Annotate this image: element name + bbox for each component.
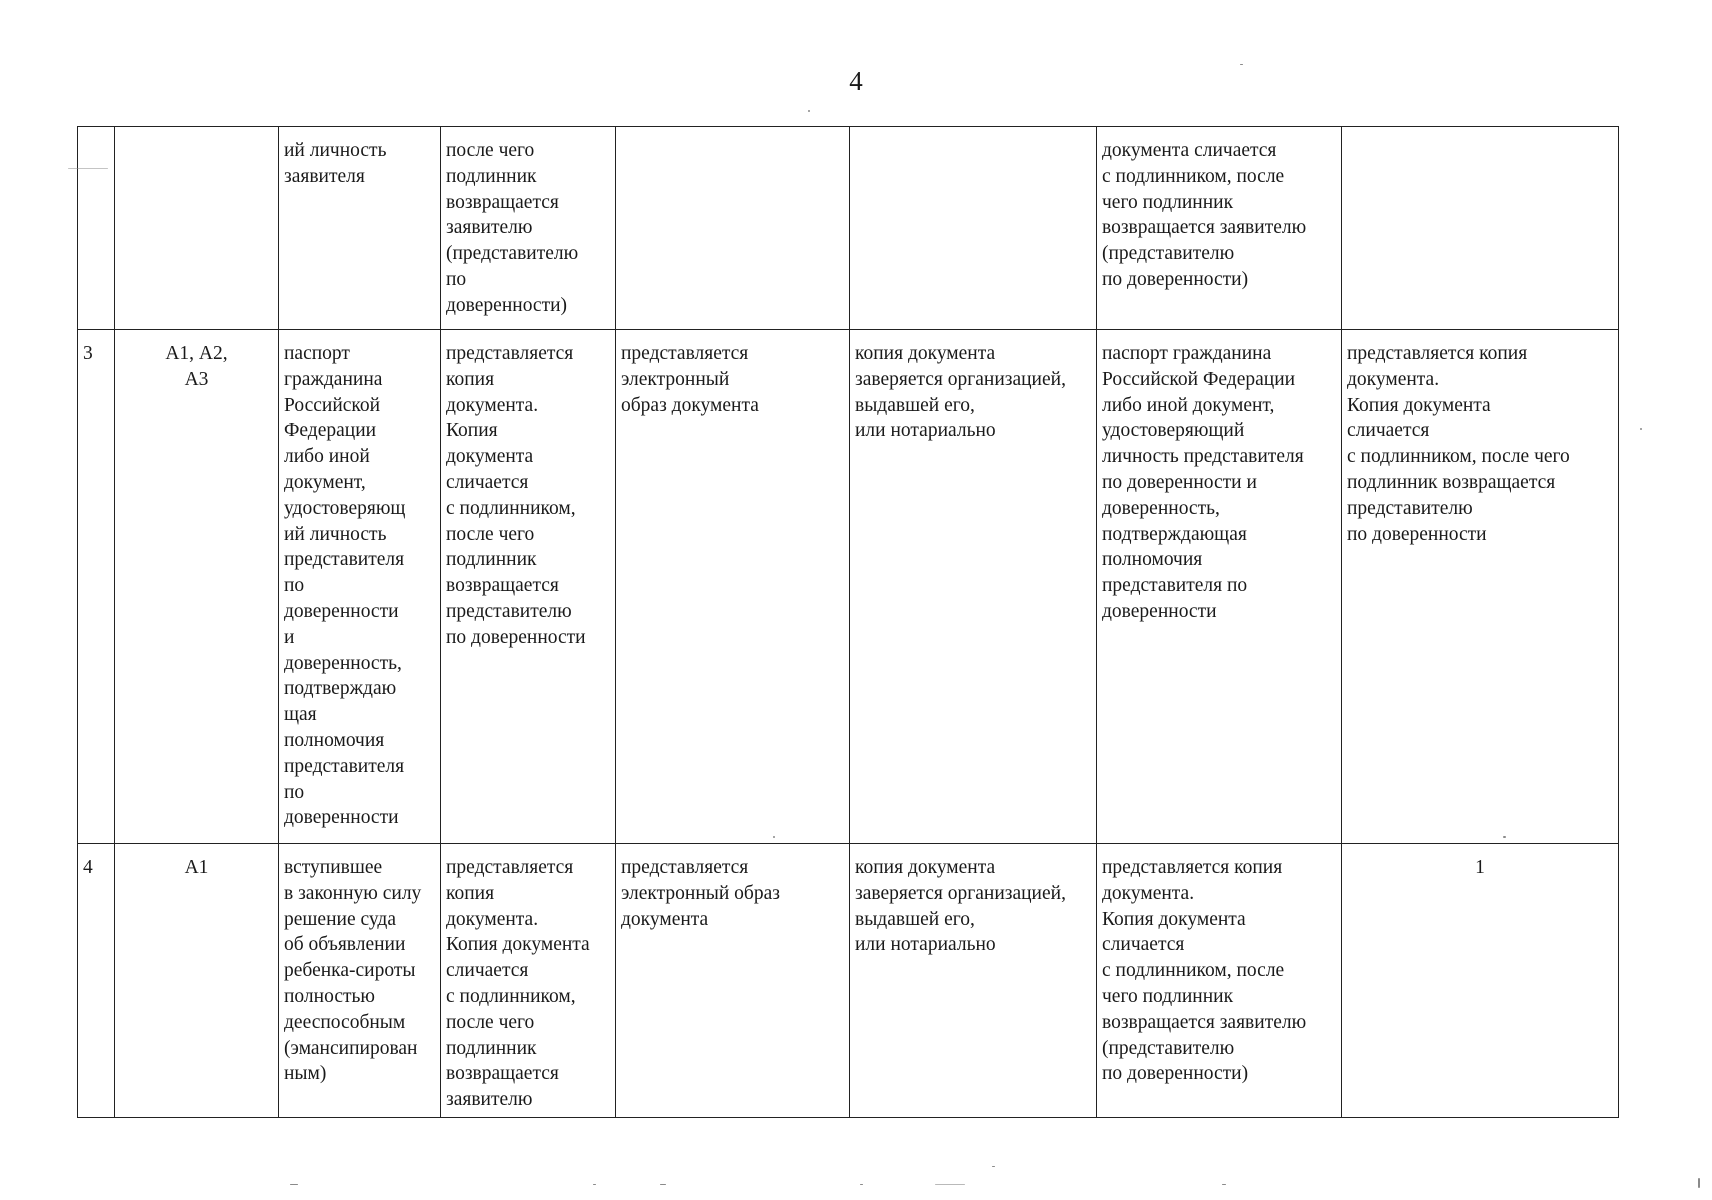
- certification-cell: [850, 127, 1097, 330]
- scan-speck: [68, 168, 108, 169]
- original-submission-cell: после чего подлинник возвращается заявителю (представителю по доверенности): [441, 127, 616, 330]
- scan-speck: [860, 1184, 863, 1185]
- table-row: [78, 127, 1619, 330]
- original-submission-cell: представляется копия документа. Копия документа сличается с подлинником, после чего подлинник возвращается представителю по доверенности: [441, 330, 616, 844]
- representative-copy-cell: [1342, 127, 1619, 330]
- row-number-cell: [78, 127, 115, 330]
- scan-speck: [773, 836, 775, 838]
- document-name-cell: вступившее в законную силу решение суда об объявлении ребенка-сироты полностью дееспособным (эмансипирован ным): [279, 844, 441, 1118]
- applicant-category-cell: А1: [115, 844, 279, 1118]
- scan-speck: [1640, 428, 1642, 430]
- applicant-category-cell: [115, 127, 279, 330]
- scan-speck: [290, 1184, 298, 1185]
- row-number-cell: 3: [78, 330, 115, 844]
- scan-speck: [1503, 836, 1506, 838]
- representative-copy-cell: 1: [1342, 844, 1619, 1118]
- certification-cell: копия документа заверяется организацией, выдавшей его, или нотариально: [850, 330, 1097, 844]
- applicant-category-cell: А1, А2, А3: [115, 330, 279, 844]
- scan-speck: [660, 1184, 666, 1185]
- scan-speck: [1222, 1184, 1226, 1185]
- scan-speck: [935, 1184, 965, 1185]
- representative-documents-cell: документа сличается с подлинником, после чего подлинник возвращается заявителю (представителю по доверенности): [1097, 127, 1342, 330]
- original-submission-cell: представляется копия документа. Копия документа сличается с подлинником, после чего подлинник возвращается заявителю: [441, 844, 616, 1118]
- scan-speck: [1240, 64, 1243, 65]
- scan-speck: [808, 110, 810, 112]
- representative-documents-cell: паспорт гражданина Российской Федерации либо иной документ, удостоверяющий личность представителя по доверенности и доверенность, подтверждающая полномочия представителя по доверенности: [1097, 330, 1342, 844]
- scan-speck: [1698, 1178, 1700, 1188]
- electronic-submission-cell: [616, 127, 850, 330]
- certification-cell: копия документа заверяется организацией, выдавшей его, или нотариально: [850, 844, 1097, 1118]
- document-name-cell: паспорт гражданина Российской Федерации либо иной документ, удостоверяющ ий личность представителя по доверенности и доверенность, подтверждаю щая полномочия представителя по доверенности: [279, 330, 441, 844]
- page-number: 4: [849, 66, 863, 96]
- row-number-cell: 4: [78, 844, 115, 1118]
- table-row: [78, 844, 1619, 1118]
- representative-documents-cell: представляется копия документа. Копия документа сличается с подлинником, после чего подлинник возвращается заявителю (представителю по доверенности): [1097, 844, 1342, 1118]
- documents-table: [77, 126, 1619, 1118]
- document-name-cell: ий личность заявителя: [279, 127, 441, 330]
- scan-speck: [992, 1166, 995, 1167]
- table-row: [78, 330, 1619, 844]
- representative-copy-cell: представляется копия документа. Копия документа сличается с подлинником, после чего подлинник возвращается представителю по доверенности: [1342, 330, 1619, 844]
- scan-speck: [593, 1184, 596, 1185]
- electronic-submission-cell: представляется электронный образ документа: [616, 330, 850, 844]
- electronic-submission-cell: представляется электронный образ документа: [616, 844, 850, 1118]
